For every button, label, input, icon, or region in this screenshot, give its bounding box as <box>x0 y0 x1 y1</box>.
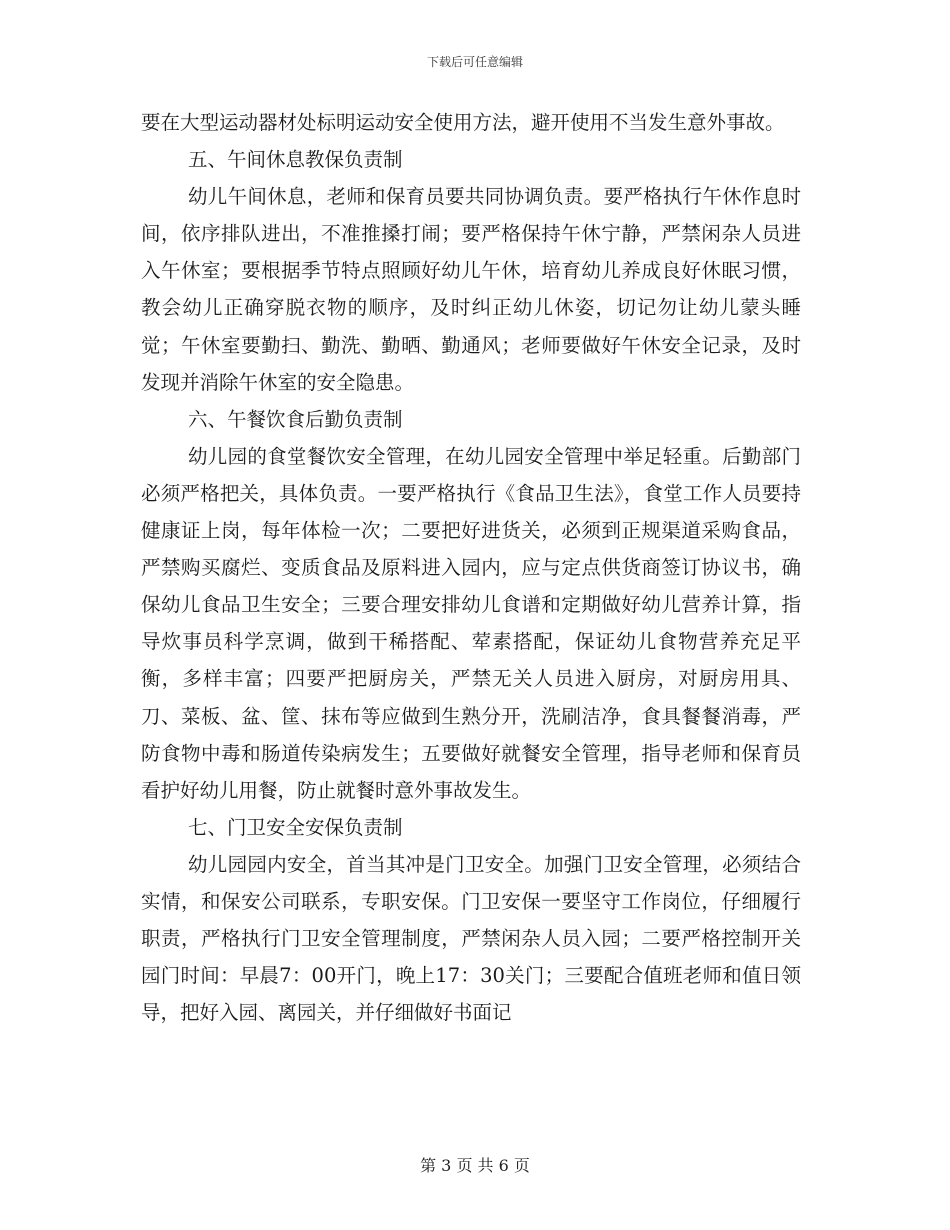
page-footer: 第 3 页 共 6 页 <box>420 1156 530 1175</box>
section-heading-5: 五、午间休息教保负责制 <box>188 148 403 172</box>
document-body <box>141 104 801 1031</box>
paragraph: 要在大型运动器材处标明运动安全使用方法，避开使用不当发生意外事故。 <box>141 111 785 134</box>
paragraph: 幼儿午间休息，老师和保育员要共同协调负责。要严格执行午休作息时间，依序排队进出，不准推搡打闹；要严格保持午休宁静，严禁闲杂人员进入午休室；要根据季节特点照顾好幼儿午休，培育幼儿养成良好休眠习惯，教会幼儿正确穿脱衣物的顺序，及时纠正幼儿休姿，切记勿让幼儿蒙头睡觉；午休室要勤扫、勤洗、勤晒、勤通风；老师要做好午休安全记录，及时发现并消除午休室的安全隐患。 <box>141 185 801 394</box>
page-header: 下载后可任意编辑 <box>426 55 523 69</box>
paragraph: 幼儿园园内安全，首当其冲是门卫安全。加强门卫安全管理，必须结合实情，和保安公司联系，专职安保。门卫安保一要坚守工作岗位，仔细履行职责，严格执行门卫安全管理制度，严禁闲杂人员入园；二要严格控制开关园门时间：早晨7：00开门，晚上17：30关门；三要配合值班老师和值日领导，把好入园、离园关，并仔细做好书面记 <box>141 852 801 1025</box>
paragraph: 幼儿园的食堂餐饮安全管理，在幼儿园安全管理中举足轻重。后勤部门必须严格把关，具体负责。一要严格执行《食品卫生法》，食堂工作人员要持健康证上岗，每年体检一次；二要把好进货关，必须到正规渠道采购食品，严禁购买腐烂、变质食品及原料进入园内，应与定点供货商签订协议书，确保幼儿食品卫生安全；三要合理安排幼儿食谱和定期做好幼儿营养计算，指导炊事员科学烹调，做到干稀搭配、荤素搭配，保证幼儿食物营养充足平衡，多样丰富；四要严把厨房关，严禁无关人员进入厨房，对厨房用具、刀、菜板、盆、筐、抹布等应做到生熟分开，洗刷洁净，食具餐餐消毒，严防食物中毒和肠道传染病发生；五要做好就餐安全管理，指导老师和保育员看护好幼儿用餐，防止就餐时意外事故发生。 <box>141 444 801 802</box>
section-heading-7: 七、门卫安全安保负责制 <box>188 815 403 839</box>
section-heading-6: 六、午餐饮食后勤负责制 <box>188 407 403 431</box>
